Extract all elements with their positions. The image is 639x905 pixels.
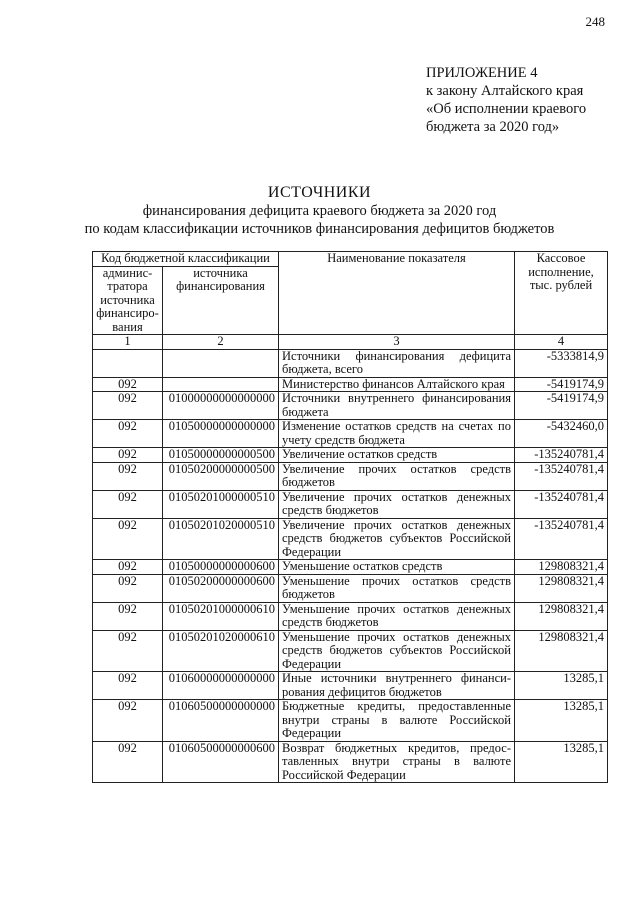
table-row [93, 377, 608, 392]
header-source: источника финансирования [163, 266, 279, 335]
column-number: 1 [93, 335, 163, 350]
admin-code-cell: 092 [93, 420, 163, 448]
execution-value-cell: -5333814,9 [515, 349, 608, 377]
appendix-line: «Об исполнении краевого [426, 101, 587, 117]
execution-value-cell: 13285,1 [515, 672, 608, 700]
execution-value-cell: -135240781,4 [515, 518, 608, 560]
table-row [93, 349, 608, 377]
title-line-3: по кодам классификации источников финансирования дефицитов бюджетов [84, 221, 555, 237]
header-value: Кассовое исполнение, тыс. рублей [515, 252, 608, 335]
indicator-name-cell: Уменьшение прочих остатков денежных средств бюджетов [279, 602, 515, 630]
indicator-name-cell: Министерство финансов Алтайского края [279, 377, 515, 392]
execution-value-cell: 129808321,4 [515, 560, 608, 575]
indicator-name-cell: Бюджетные кредиты, предоставленные внутри страны в валюте Российской Федерации [279, 700, 515, 742]
column-number: 2 [163, 335, 279, 350]
table-row [93, 490, 608, 518]
page-number: 248 [585, 14, 605, 29]
table-row [93, 448, 608, 463]
title-main: ИСТОЧНИКИ [267, 184, 372, 201]
appendix-line: бюджета за 2020 год» [426, 119, 560, 135]
indicator-name-cell: Увеличение остатков средств [279, 448, 515, 463]
execution-value-cell: 129808321,4 [515, 574, 608, 602]
indicator-name-cell: Возврат бюджетных кредитов, предос-тавленных внутри страны в валюте Российской Федерации [279, 741, 515, 783]
source-code-cell: 01060500000000600 [163, 741, 279, 783]
source-code-cell [163, 349, 279, 377]
admin-code-cell: 092 [93, 462, 163, 490]
execution-value-cell: 13285,1 [515, 700, 608, 742]
table-row [93, 672, 608, 700]
table-row [93, 700, 608, 742]
title-line-2: финансирования дефицита краевого бюджета за 2020 год [142, 203, 497, 219]
indicator-name-cell: Уменьшение прочих остатков денежных средств бюджетов субъектов Российской Федерации [279, 630, 515, 672]
source-code-cell: 01050201020000610 [163, 630, 279, 672]
admin-code-cell: 092 [93, 672, 163, 700]
indicator-name-cell: Увеличение прочих остатков денежных средств бюджетов [279, 490, 515, 518]
admin-code-cell: 092 [93, 377, 163, 392]
source-code-cell: 01050200000000500 [163, 462, 279, 490]
column-number: 3 [279, 335, 515, 350]
admin-code-cell: 092 [93, 392, 163, 420]
table-row [93, 560, 608, 575]
execution-value-cell: -135240781,4 [515, 490, 608, 518]
execution-value-cell: -135240781,4 [515, 448, 608, 463]
table-row [93, 630, 608, 672]
source-code-cell: 01050000000000600 [163, 560, 279, 575]
execution-value-cell: -5419174,9 [515, 392, 608, 420]
source-code-cell: 01000000000000000 [163, 392, 279, 420]
table-row [93, 574, 608, 602]
source-code-cell: 01050000000000000 [163, 420, 279, 448]
admin-code-cell: 092 [93, 700, 163, 742]
execution-value-cell: -5419174,9 [515, 377, 608, 392]
admin-code-cell: 092 [93, 518, 163, 560]
indicator-name-cell: Увеличение прочих остатков средств бюджетов [279, 462, 515, 490]
source-code-cell: 01050201000000510 [163, 490, 279, 518]
column-number: 4 [515, 335, 608, 350]
header-admin: админис-тратора источника финансиро-вания [93, 266, 163, 335]
admin-code-cell: 092 [93, 560, 163, 575]
appendix-note [426, 64, 586, 136]
admin-code-cell: 092 [93, 490, 163, 518]
admin-code-cell: 092 [93, 741, 163, 783]
table-row [93, 420, 608, 448]
execution-value-cell: 129808321,4 [515, 630, 608, 672]
header-code-group: Код бюджетной классификации [93, 252, 279, 267]
execution-value-cell: -5432460,0 [515, 420, 608, 448]
source-code-cell [163, 377, 279, 392]
indicator-name-cell: Источники внутреннего финансирования бюджета [279, 392, 515, 420]
indicator-name-cell: Уменьшение прочих остатков средств бюджетов [279, 574, 515, 602]
sources-table [92, 251, 608, 783]
source-code-cell: 01050000000000500 [163, 448, 279, 463]
admin-code-cell: 092 [93, 574, 163, 602]
admin-code-cell: 092 [93, 602, 163, 630]
document-title [0, 184, 639, 238]
execution-value-cell: -135240781,4 [515, 462, 608, 490]
admin-code-cell: 092 [93, 448, 163, 463]
table-row [93, 462, 608, 490]
source-code-cell: 01060500000000000 [163, 700, 279, 742]
appendix-line: к закону Алтайского края [426, 83, 584, 99]
indicator-name-cell: Изменение остатков средств на счетах по учету средств бюджета [279, 420, 515, 448]
execution-value-cell: 13285,1 [515, 741, 608, 783]
source-code-cell: 01050201020000510 [163, 518, 279, 560]
source-code-cell: 01060000000000000 [163, 672, 279, 700]
table-row [93, 392, 608, 420]
table-row [93, 741, 608, 783]
indicator-name-cell: Иные источники внутреннего финанси-рования дефицитов бюджетов [279, 672, 515, 700]
appendix-line: ПРИЛОЖЕНИЕ 4 [426, 65, 538, 81]
source-code-cell: 01050200000000600 [163, 574, 279, 602]
source-code-cell: 01050201000000610 [163, 602, 279, 630]
table-row [93, 602, 608, 630]
indicator-name-cell: Источники финансирования дефицита бюджета, всего [279, 349, 515, 377]
admin-code-cell: 092 [93, 630, 163, 672]
table-row [93, 518, 608, 560]
header-name: Наименование показателя [279, 252, 515, 335]
indicator-name-cell: Уменьшение остатков средств [279, 560, 515, 575]
indicator-name-cell: Увеличение прочих остатков денежных средств бюджетов субъектов Российской Федерации [279, 518, 515, 560]
admin-code-cell [93, 349, 163, 377]
execution-value-cell: 129808321,4 [515, 602, 608, 630]
